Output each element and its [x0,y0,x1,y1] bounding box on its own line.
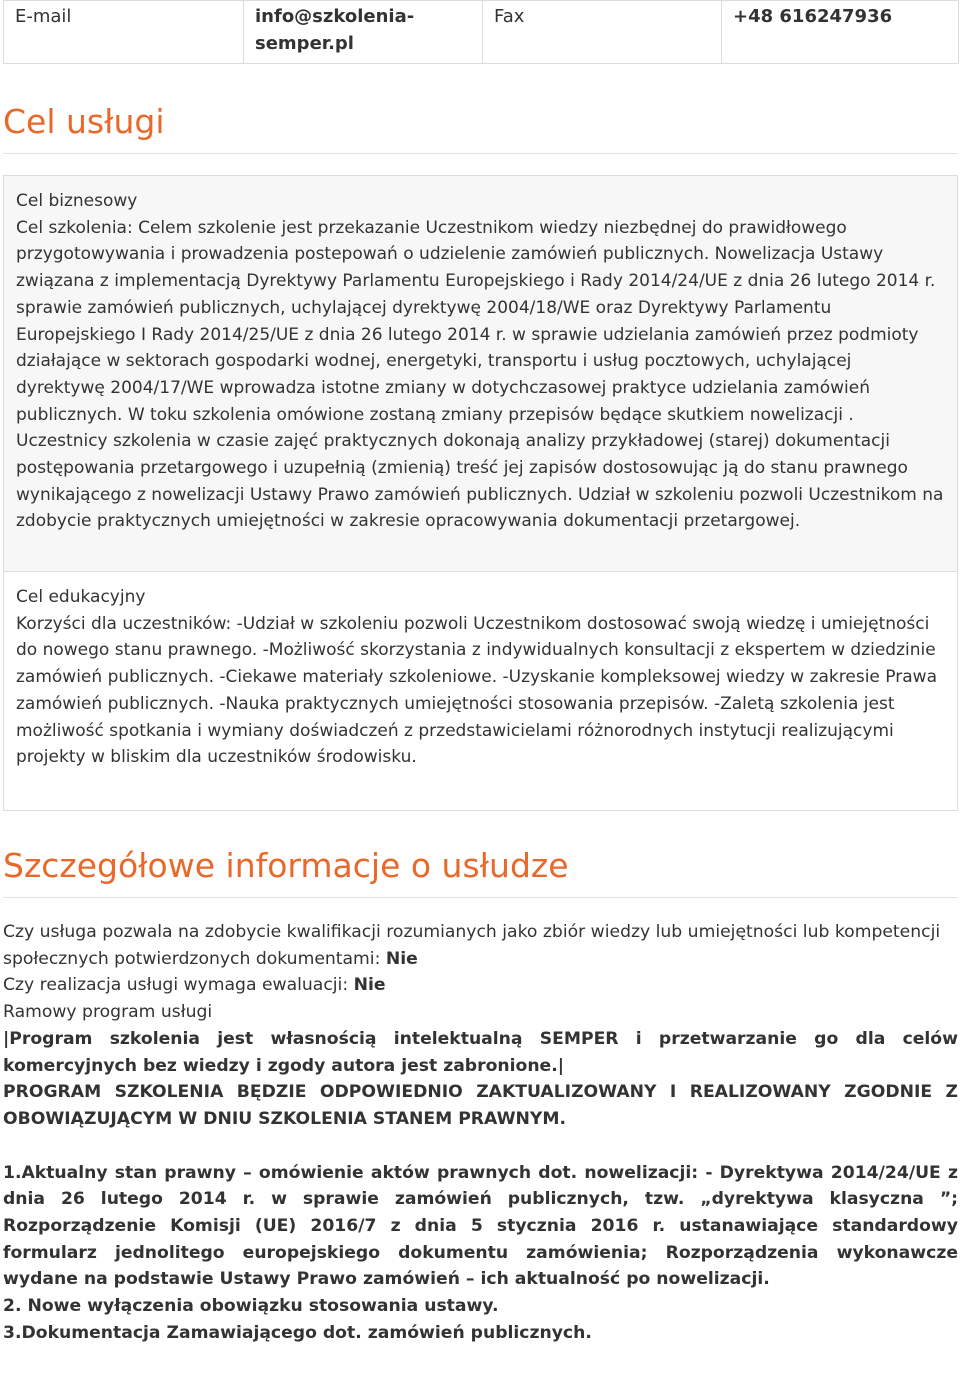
qualification-question [3,919,958,972]
email-value[interactable] [244,1,483,64]
service-details [3,919,958,1347]
cel-uslugi-title: Cel usługi [3,102,165,141]
szczegoly-title: Szczegółowe informacje o usłudze [3,846,569,885]
education-goal-text: Korzyści dla uczestników: -Udział w szkoleniu pozwoli Uczestnikom dostosować swoją wiedzę i umiejętności do nowego stanu prawnego. -Możliwość skorzystania z indywidualnych konsultacji z ekspertem w dziedzinie zamówień publicznych. -Ciekawe materiały szkoleniowe. -Uzyskanie kompleksowej wiedzy w zakresie Prawa zamówień publicznych. -Nauka praktycznych umiejętności stosowania przepisów. -Zaletą szkolenia jest możliwość spotkania i wymiany doświadczeń z przedstawicielami różnorodnych instytucji realizującymi projekty w bliskim dla uczestników środowisku. [16,613,937,768]
contact-table [3,0,959,64]
business-goal-box [3,175,958,572]
divider [3,153,958,154]
business-goal-heading: Cel biznesowy [16,191,138,211]
business-goal-text: Cel szkolenia: Celem szkolenie jest przekazanie Uczestnikom wiedzy niezbędnej do prawidłowego przygotowywania i prowadzenia postepowań o udzielenie zamówień publicznych. Nowelizacja Ustawy związana z implementacją Dyrektywy Parlamentu Europejskiego i Rady 2014/24/UE z dnia 26 lutego 2014 r. sprawie zamówień publicznych, uchylającej dyrektywę 2004/18/WE oraz Dyrektywy Parlamentu Europejskiego I Rady 2014/25/UE z dnia 26 lutego 2014 r. w sprawie udzielania zamówień przez podmioty działające w sektorach gospodarki wodnej, energetyki, transportu i usług pocztowych, uchylającej dyrektywę 2004/17/WE wprowadza istotne zmiany w dotychczasowej praktyce udzielania zamówień publicznych. W toku szkolenia omówione zostaną zmiany przepisów będące skutkiem nowelizacji . Uczestnicy szkolenia w czasie zajęć praktycznych dokonają analizy przykładowej (starej) dokumentacji postępowania przetargowego i uzupełnią (zmienią) treść jej zapisów dostosowując ją do stanu prawnego wynikającego z nowelizacji Ustawy Prawo zamówień publicznych. Udział w szkoleniu pozwoli Uczestnikom na zdobycie praktycznych umiejętności w zakresie opracowywania dokumentacji przetargowej. [16,217,944,532]
spacer [3,1133,958,1160]
divider [3,897,958,898]
qualification-value: Nie [385,948,418,969]
education-goal-box [3,571,958,811]
program-notice: PROGRAM SZKOLENIA BĘDZIE ODPOWIEDNIO ZAKTUALIZOWANY I REALIZOWANY ZGODNIE Z OBOWIĄZUJĄCYM W DNIU SZKOLENIA STANEM PRAWNYM. [3,1082,958,1129]
email-value-line1: info@szkolenia- [255,6,415,27]
copyright-note: |Program szkolenia jest własnością intelektualną SEMPER i przetwarzanie go dla celów komercyjnych bez wiedzy i zgody autora jest zabronione.| [3,1028,958,1076]
email-label: E-mail [4,1,244,64]
email-value-line2: semper.pl [255,33,354,54]
contact-row [4,1,959,64]
evaluation-question [3,972,958,999]
program-point-2: 2. Nowe wyłączenia obowiązku stosowania ustawy. [3,1296,499,1317]
program-label: Ramowy program usługi [3,1002,213,1023]
education-goal-heading: Cel edukacyjny [16,587,146,607]
evaluation-value: Nie [353,975,386,996]
fax-value: +48 616247936 [722,1,959,64]
program-point-1: 1.Aktualny stan prawny – omówienie aktów prawnych dot. nowelizacji: - Dyrektywa 2014/24/UE z dnia 26 lutego 2014 r. w sprawie zamówień publicznych, tzw. „dyrektywa klasyczna ”; Rozporządzenie Komisji (UE) 2016/7 z dnia 5 stycznia 2016 r. ustanawiające standardowy formularz jednolitego europejskiego dokumentu zamówienia; Rozporządzenia wykonawcze wydane na podstawie Ustawy Prawo zamówień – ich aktualność po nowelizacji. [3,1162,958,1290]
program-point-3: 3.Dokumentacja Zamawiającego dot. zamówień publicznych. [3,1322,592,1343]
fax-label: Fax [483,1,722,64]
qualification-label: Czy usługa pozwala na zdobycie kwalifikacji rozumianych jako zbiór wiedzy lub umiejętności lub kompetencji społecznych potwierdzonych dokumentami: [3,922,941,969]
evaluation-label: Czy realizacja usługi wymaga ewaluacji: [3,975,349,996]
